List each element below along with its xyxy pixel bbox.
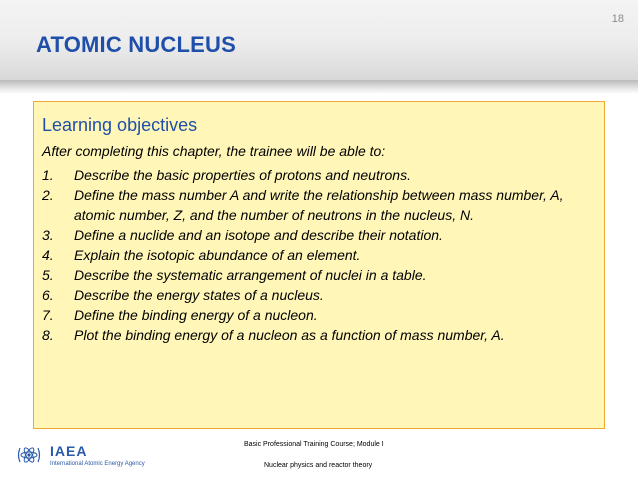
item-text: Plot the binding energy of a nucleon as a function of mass number, A. bbox=[74, 327, 505, 343]
objectives-heading: Learning objectives bbox=[42, 115, 198, 135]
list-item bbox=[42, 265, 598, 285]
list-item bbox=[42, 185, 598, 225]
atom-logo-icon bbox=[16, 442, 42, 468]
item-text: Describe the systematic arrangement of nuclei in a table. bbox=[74, 267, 427, 283]
item-number: 3. bbox=[42, 227, 54, 243]
list-item bbox=[42, 245, 598, 265]
list-item bbox=[42, 285, 598, 305]
course-subject: Nuclear physics and reactor theory bbox=[264, 462, 373, 469]
logo-name: IAEA bbox=[50, 443, 88, 459]
item-number: 6. bbox=[42, 287, 54, 303]
objectives-list bbox=[42, 165, 598, 345]
slide-title: ATOMIC NUCLEUS bbox=[36, 32, 236, 57]
course-title: Basic Professional Training Course; Module I bbox=[244, 441, 384, 448]
item-number: 4. bbox=[42, 247, 54, 263]
list-item bbox=[42, 325, 598, 345]
objectives-box bbox=[33, 101, 605, 429]
list-item bbox=[42, 225, 598, 245]
list-item bbox=[42, 165, 598, 185]
item-text: Define a nuclide and an isotope and describe their notation. bbox=[74, 227, 443, 243]
item-number: 5. bbox=[42, 267, 54, 283]
item-text: Explain the isotopic abundance of an element. bbox=[74, 247, 361, 263]
slide-number: 18 bbox=[611, 13, 624, 25]
slide-footer bbox=[0, 430, 638, 478]
item-number: 1. bbox=[42, 167, 54, 183]
header-shadow bbox=[0, 80, 638, 94]
list-item bbox=[42, 305, 598, 325]
objectives-intro: After completing this chapter, the trainee will be able to: bbox=[42, 143, 386, 159]
item-text: Define the binding energy of a nucleon. bbox=[74, 307, 318, 323]
item-number: 7. bbox=[42, 307, 54, 323]
item-text: Describe the energy states of a nucleus. bbox=[74, 287, 324, 303]
item-number: 2. bbox=[42, 187, 54, 203]
item-number: 8. bbox=[42, 327, 54, 343]
logo-subtitle: International Atomic Energy Agency bbox=[50, 461, 145, 467]
item-text: Define the mass number A and write the relationship between mass number, A, atomic number, Z, and the number of neutrons in the nucleus, N. bbox=[74, 187, 564, 223]
item-text: Describe the basic properties of protons and neutrons. bbox=[74, 167, 411, 183]
